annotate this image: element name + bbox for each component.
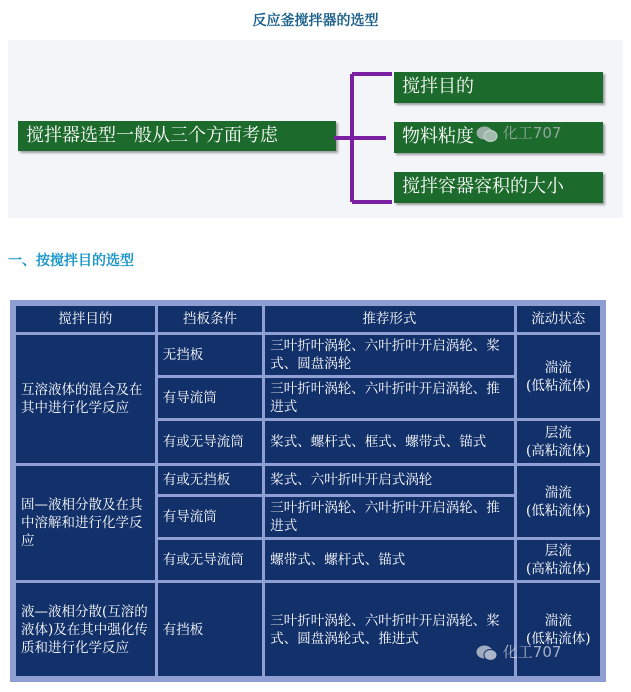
page-title: 反应釜搅拌器的选型	[252, 13, 379, 29]
form-cell: 三叶折叶涡轮、六叶折叶开启涡轮、推进式	[265, 378, 513, 418]
purpose-cell: 液—液相分散(互溶的液体)及在其中强化传质和进行化学反应	[16, 583, 155, 676]
selection-table-frame	[10, 300, 606, 682]
watermark-text: 化工707	[502, 124, 562, 142]
flow-sub: (低粘流体)	[525, 630, 591, 647]
watermark	[476, 641, 561, 662]
flow-sub: (低粘流体)	[525, 502, 591, 519]
flow-label: 层流	[544, 425, 572, 441]
watermark	[476, 122, 561, 143]
wechat-icon	[476, 644, 498, 662]
flow-sub: (低粘流体)	[525, 377, 591, 394]
baffle-cell: 有挡板	[158, 583, 263, 676]
selection-table	[13, 303, 603, 679]
header-form: 推荐形式	[265, 306, 513, 332]
diagram-main-box: 搅拌器选型一般从三个方面考虑	[18, 121, 336, 151]
header-baffle: 挡板条件	[158, 306, 263, 332]
table-row	[16, 583, 600, 676]
baffle-cell: 有或无挡板	[158, 466, 263, 494]
form-cell: 三叶折叶涡轮、六叶折叶开启涡轮、桨式、圆盘涡轮式、推进式	[265, 583, 513, 676]
baffle-cell: 有或无导流筒	[158, 421, 263, 463]
purpose-cell: 固—液相分散及在其中溶解和进行化学反应	[16, 466, 155, 580]
flow-cell	[517, 583, 600, 676]
form-cell: 桨式、六叶折叶开启式涡轮	[265, 466, 513, 494]
flow-cell	[517, 540, 600, 580]
baffle-cell: 有导流筒	[158, 497, 263, 537]
flow-cell	[517, 421, 600, 463]
flow-cell	[517, 335, 600, 418]
flow-label: 湍流	[544, 484, 572, 501]
flow-label: 湍流	[544, 612, 572, 629]
flow-sub: (高粘流体)	[525, 443, 591, 459]
flow-cell	[517, 466, 600, 537]
form-cell: 三叶折叶涡轮、六叶折叶开启涡轮、推进式	[265, 497, 513, 537]
header-purpose: 搅拌目的	[16, 306, 155, 332]
baffle-cell: 有或无导流筒	[158, 540, 263, 580]
baffle-cell: 有导流筒	[158, 378, 263, 418]
watermark-text: 化工707	[502, 643, 562, 661]
diagram-bracket	[334, 72, 394, 204]
form-cell: 三叶折叶涡轮、六叶折叶开启涡轮、桨式、圆盘涡轮	[265, 335, 513, 375]
diagram-branch-purpose: 搅拌目的	[394, 72, 603, 103]
diagram-branch-volume: 搅拌容器容积的大小	[394, 172, 603, 203]
form-cell: 桨式、螺杆式、框式、螺带式、锚式	[265, 421, 513, 463]
wechat-icon	[476, 125, 498, 143]
table-row	[16, 466, 600, 494]
form-cell: 螺带式、螺杆式、锚式	[265, 540, 513, 580]
purpose-cell: 互溶液体的混合及在其中进行化学反应	[16, 335, 155, 463]
table-header-row	[16, 306, 600, 332]
header-flow: 流动状态	[517, 306, 600, 332]
flow-sub: (高粘流体)	[525, 561, 591, 577]
flow-label: 层流	[544, 543, 572, 559]
section-heading: 一、按搅拌目的选型	[8, 253, 134, 269]
flow-label: 湍流	[544, 359, 572, 376]
diagram-branch-viscosity: 物料粘度	[394, 122, 603, 153]
table-row	[16, 335, 600, 375]
baffle-cell: 无挡板	[158, 335, 263, 375]
